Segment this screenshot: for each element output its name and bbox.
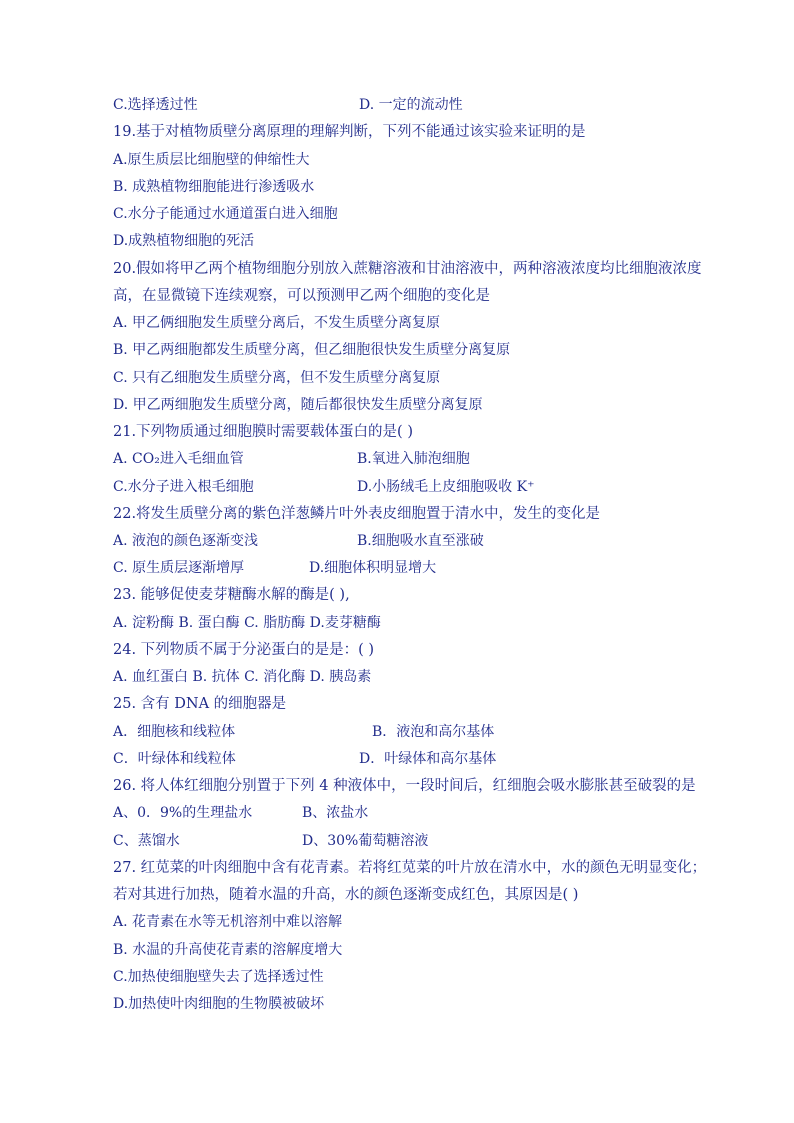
option-a: A.原生质层比细胞壁的伸缩性大 [113,152,310,168]
option-b: B. 甲乙两细胞都发生质壁分离，但乙细胞很快发生质壁分离复原 [113,342,511,358]
option-d: D. 一定的流动性 [359,97,463,113]
option-c: C. 只有乙细胞发生质壁分离，但不发生质壁分离复原 [113,370,441,386]
text-line [113,532,484,550]
options-row: A. 淀粉酶 B. 蛋白酶 C. 脂肪酶 D.麦芽糖酶 [113,615,381,631]
option-b: B. 成熟植物细胞能进行渗透吸水 [113,179,315,195]
question-22: 22.将发生质壁分离的紫色洋葱鳞片叶外表皮细胞置于清水中，发生的变化是 [113,506,601,522]
option-a: A. CO₂进入毛细血管 [113,451,244,467]
text-line [113,832,429,850]
option-d: D.细胞体积明显增大 [309,560,437,576]
text-line [113,559,437,577]
text-line [113,450,470,468]
option-a: A．细胞核和线粒体 [113,724,236,740]
question-20: 20.假如将甲乙两个植物细胞分别放入蔗糖溶液和甘油溶液中，两种溶液浓度均比细胞液浓度 [113,261,702,277]
option-c: C.水分子能通过水通道蛋白进入细胞 [113,206,338,222]
option-c: C.选择透过性 [113,97,198,113]
option-d: D.加热使叶肉细胞的生物膜被破坏 [113,996,325,1012]
question-21: 21.下列物质通过细胞膜时需要载体蛋白的是( ) [113,424,413,440]
option-b: B、浓盐水 [302,805,369,821]
option-d: D．叶绿体和高尔基体 [359,751,497,767]
option-a: A. 液泡的颜色逐渐变浅 [113,533,259,549]
question-27-cont: 若对其进行加热，随着水温的升高，水的颜色逐渐变成红色，其原因是( ) [113,887,579,903]
text-line [113,723,495,741]
question-23: 23. 能够促使麦芽糖酶水解的酶是( ), [113,587,350,603]
text-line [113,804,369,822]
options-row: A. 血红蛋白 B. 抗体 C. 消化酶 D. 胰岛素 [113,669,372,685]
option-b: B．液泡和高尔基体 [372,724,495,740]
text-line [113,750,497,768]
option-b: B. 水温的升高使花青素的溶解度增大 [113,942,343,958]
option-b: B.氧进入肺泡细胞 [357,451,470,467]
option-b: B.细胞吸水直至涨破 [357,533,484,549]
option-c: C.水分子进入根毛细胞 [113,479,254,495]
question-26: 26. 将人体红细胞分别置于下列 4 种液体中，一段时间后，红细胞会吸水膨胀甚至破裂的是 [113,778,696,794]
question-27: 27. 红苋菜的叶肉细胞中含有花青素。若将红苋菜的叶片放在清水中，水的颜色无明显变化； [113,860,707,876]
option-d: D.小肠绒毛上皮细胞吸收 K⁺ [357,479,535,495]
question-25: 25. 含有 DNA 的细胞器是 [113,696,287,712]
option-c: C. 原生质层逐渐增厚 [113,560,245,576]
option-a: A. 甲乙俩细胞发生质壁分离后，不发生质壁分离复原 [113,315,441,331]
option-c: C.加热使细胞壁失去了选择透过性 [113,969,324,985]
option-d: D.成熟植物细胞的死活 [113,233,255,249]
text-line [113,478,535,496]
option-a: A、0．9%的生理盐水 [113,805,253,821]
question-20-cont: 高，在显微镜下连续观察，可以预测甲乙两个细胞的变化是 [113,288,490,304]
text-line [113,96,463,114]
option-a: A. 花青素在水等无机溶剂中难以溶解 [113,914,343,930]
question-24: 24. 下列物质不属于分泌蛋白的是是：( ) [113,642,375,658]
option-c: C、蒸馏水 [113,833,180,849]
option-d: D、30%葡萄糖溶液 [302,833,429,849]
option-d: D. 甲乙两细胞发生质壁分离，随后都很快发生质壁分离复原 [113,397,483,413]
question-19: 19.基于对植物质壁分离原理的理解判断，下列不能通过该实验来证明的是 [113,124,586,140]
option-c: C．叶绿体和线粒体 [113,751,236,767]
